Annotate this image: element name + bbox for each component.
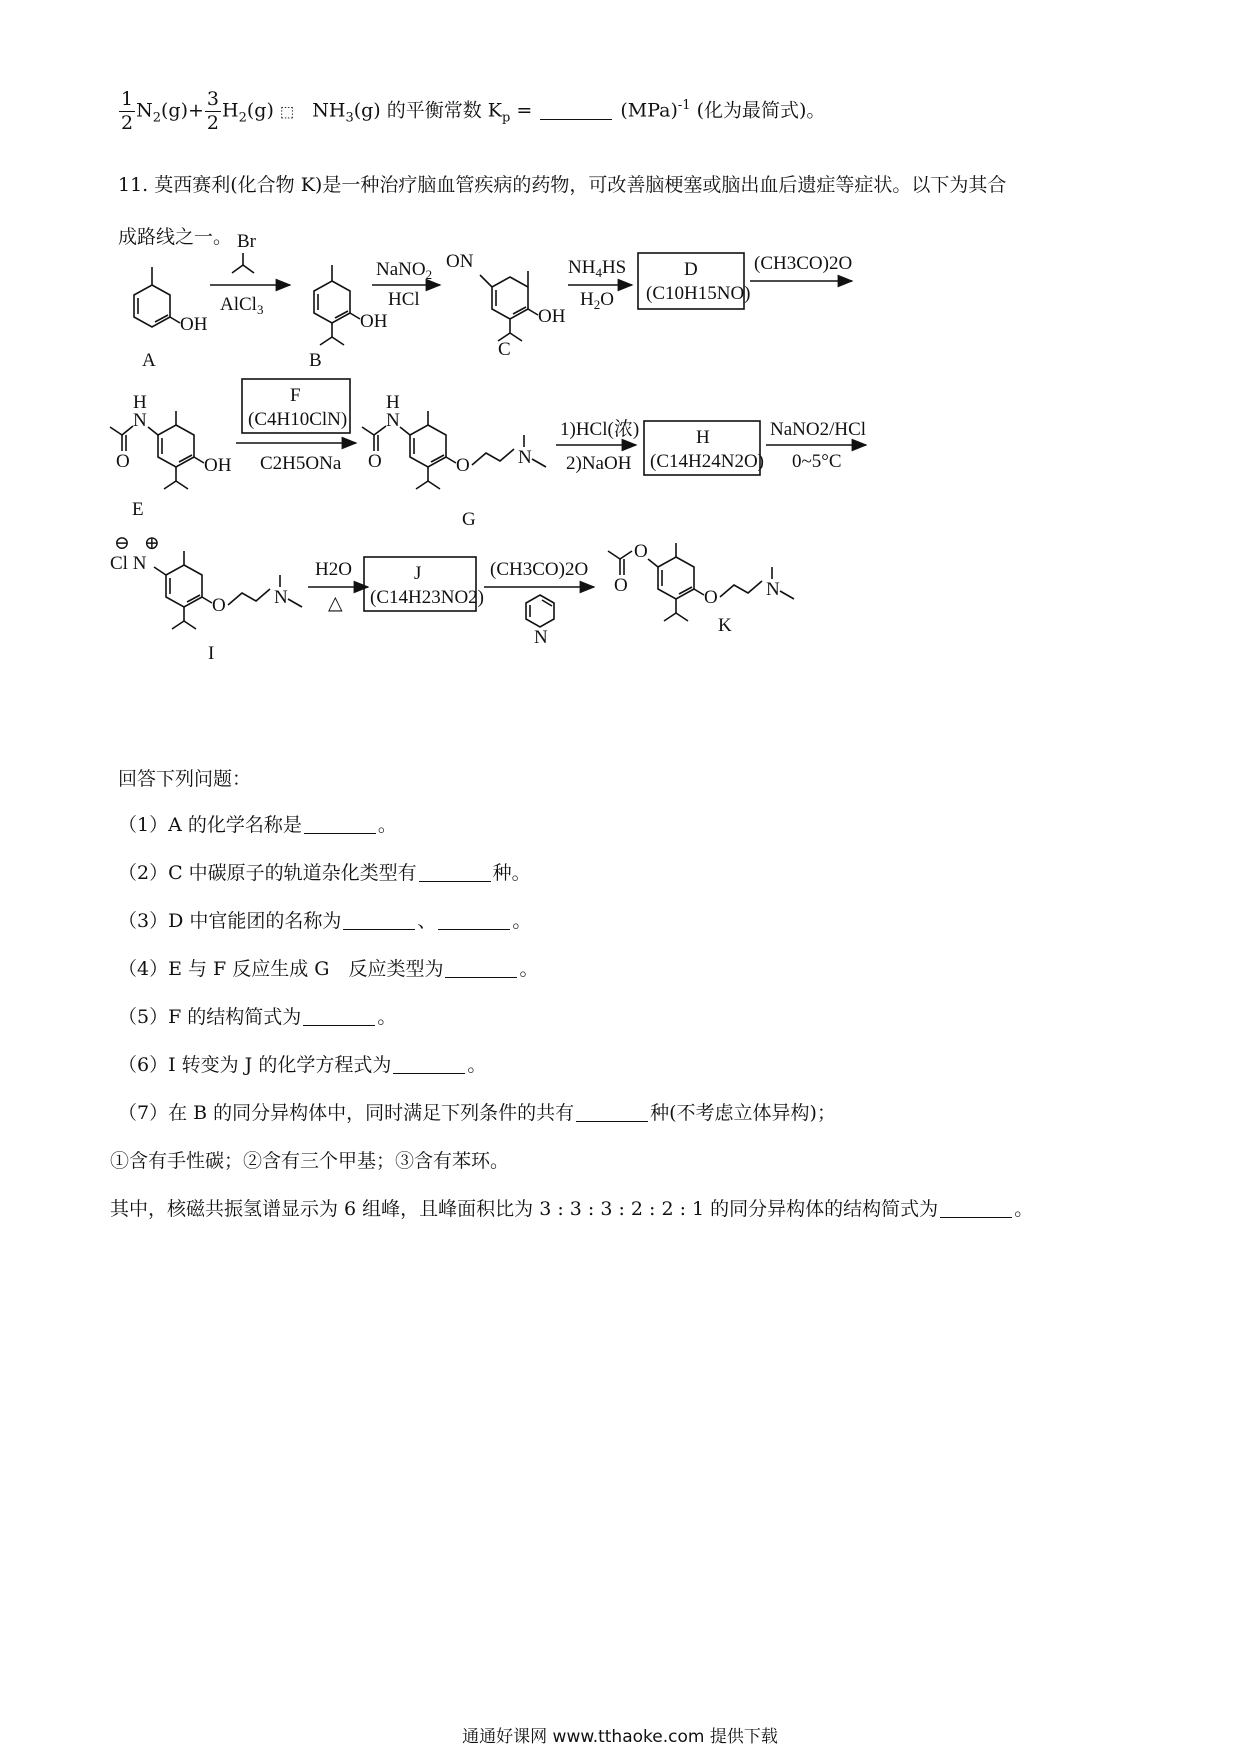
svg-text:N: N	[766, 579, 780, 600]
answer-blank[interactable]	[304, 815, 376, 834]
svg-text:N: N	[133, 410, 147, 431]
svg-text:(C14H24N2O): (C14H24N2O)	[650, 451, 764, 472]
svg-text:O: O	[116, 451, 130, 472]
question-6: （6）I 转变为 J 的化学方程式为 。	[118, 1054, 487, 1076]
question-2: （2）C 中碳原子的轨道杂化类型有 种。	[118, 862, 531, 884]
svg-text:D: D	[684, 259, 698, 280]
question-1: （1）A 的化学名称是 。	[118, 814, 397, 836]
svg-text:O: O	[456, 455, 470, 476]
svg-text:N: N	[518, 447, 532, 468]
label-b: B	[309, 350, 322, 371]
question-3: （3）D 中官能团的名称为 、 。	[118, 910, 532, 932]
footer-watermark: 通通好课网 www.tthaoke.com 提供下载	[462, 1727, 778, 1747]
answer-blank[interactable]	[940, 1199, 1012, 1218]
equilibrium-symbol: ⬚	[279, 102, 295, 121]
compound-e	[110, 392, 232, 520]
kp-equation: $\frac{1}{2}$ $N_2(g)+$ $\frac{3}{2}$ $H_2(g)$ ⬚ $NH_3(g)$ 的平衡常数 $K_p = (MPa)^{-1}$ (化为最简式)。	[121, 88, 826, 134]
svg-text:Cl N: Cl N	[110, 553, 147, 574]
svg-text:O: O	[634, 541, 648, 562]
compound-k	[608, 541, 794, 636]
question-7: （7）在 B 的同分异构体中，同时满足下列条件的共有 种(不考虑立体异构)；	[118, 1102, 836, 1124]
reagent-heat: △	[328, 593, 343, 614]
question-11-intro: 11. 莫西赛利(化合物 K)是一种治疗脑血管疾病的药物，可改善脑梗塞或脑出血后遗症等症状。以下为其合	[118, 174, 1007, 196]
svg-text:(C4H10ClN): (C4H10ClN)	[248, 409, 348, 430]
reagent-hcl-conc: 1)HCl(浓)	[560, 419, 640, 440]
label-a: A	[142, 350, 156, 371]
label-e: E	[132, 499, 144, 520]
svg-text:N: N	[386, 410, 400, 431]
svg-text:O: O	[212, 595, 226, 616]
pyridine-icon	[526, 595, 554, 648]
label-k: K	[718, 615, 732, 636]
reagent-isopropyl-bromide	[232, 231, 257, 273]
label-c: C	[498, 339, 511, 360]
reagent-alcl3: AlCl$_3$	[220, 294, 264, 317]
intermediate-d	[638, 253, 751, 309]
question-7-conditions: ①含有手性碳；②含有三个甲基；③含有苯环。	[110, 1150, 510, 1172]
answer-blank[interactable]	[393, 1055, 465, 1074]
svg-text:⊕: ⊕	[144, 533, 160, 554]
answer-prompt: 回答下列问题：	[118, 768, 252, 790]
svg-text:N: N	[274, 587, 288, 608]
answer-blank[interactable]	[419, 863, 491, 882]
intermediate-h	[644, 421, 764, 475]
question-4: （4）E 与 F 反应生成 G 反应类型为 。	[118, 958, 539, 980]
fraction-three-halves: $\frac{3}{2}$	[206, 88, 220, 134]
hydroxyl-label: OH	[180, 314, 208, 335]
question-11-intro-cont: 成路线之一。	[118, 226, 233, 248]
reagent-temperature: 0~5°C	[792, 451, 842, 472]
compound-g	[362, 392, 546, 530]
svg-text:N: N	[534, 627, 548, 648]
answer-blank[interactable]	[303, 1007, 375, 1026]
reagent-nano2-hcl: NaNO2/HCl	[770, 419, 867, 440]
intermediate-j	[364, 557, 484, 611]
reagent-acetic-anhydride-2: (CH3CO)2O	[490, 559, 589, 580]
question-5: （5）F 的结构简式为 。	[118, 1006, 397, 1028]
answer-blank[interactable]	[540, 101, 612, 120]
svg-text:Br: Br	[237, 231, 256, 252]
svg-text:J: J	[414, 563, 422, 584]
svg-text:O: O	[614, 575, 628, 596]
reagent-f	[242, 379, 350, 433]
svg-text:O: O	[704, 587, 718, 608]
svg-text:OH: OH	[204, 455, 232, 476]
reagent-c2h5ona: C2H5ONa	[260, 453, 342, 474]
answer-blank[interactable]	[445, 959, 517, 978]
nitroso-label: ON	[446, 251, 474, 272]
reagent-h2o-2: H2O	[315, 559, 352, 580]
svg-text:OH: OH	[360, 311, 388, 332]
answer-blank[interactable]	[438, 911, 510, 930]
reagent-naoh: 2)NaOH	[566, 453, 632, 474]
compound-b	[309, 265, 388, 371]
compound-c	[446, 251, 566, 360]
reagent-acetic-anhydride-1: (CH3CO)2O	[754, 253, 853, 274]
svg-text:H: H	[386, 392, 400, 413]
label-i: I	[208, 643, 215, 664]
answer-blank[interactable]	[343, 911, 415, 930]
label-g: G	[462, 509, 476, 530]
reagent-h2o: $H_2O$	[580, 289, 614, 312]
answer-blank[interactable]	[576, 1103, 648, 1122]
svg-text:(C14H23NO2): (C14H23NO2)	[370, 587, 484, 608]
svg-text:H: H	[696, 427, 710, 448]
svg-text:F: F	[290, 385, 301, 406]
svg-text:(C10H15NO): (C10H15NO)	[646, 283, 751, 304]
svg-text:H: H	[133, 392, 147, 413]
svg-text:O: O	[368, 451, 382, 472]
reagent-nano2: NaNO$_2$	[376, 259, 433, 282]
reagent-hcl: HCl	[388, 289, 420, 310]
svg-text:⊖: ⊖	[114, 533, 130, 554]
svg-text:OH: OH	[538, 306, 566, 327]
compound-i	[110, 533, 302, 664]
question-7-nmr: 其中，核磁共振氢谱显示为 6 组峰，且峰面积比为 3 : 3 : 3 : 2 : 2 : 1 的同分异构体的结构简式为 。	[110, 1198, 1034, 1220]
fraction-half: $\frac{1}{2}$	[121, 88, 134, 134]
reagent-nh4hs: $NH_4HS$	[568, 257, 627, 280]
compound-a	[134, 267, 208, 371]
